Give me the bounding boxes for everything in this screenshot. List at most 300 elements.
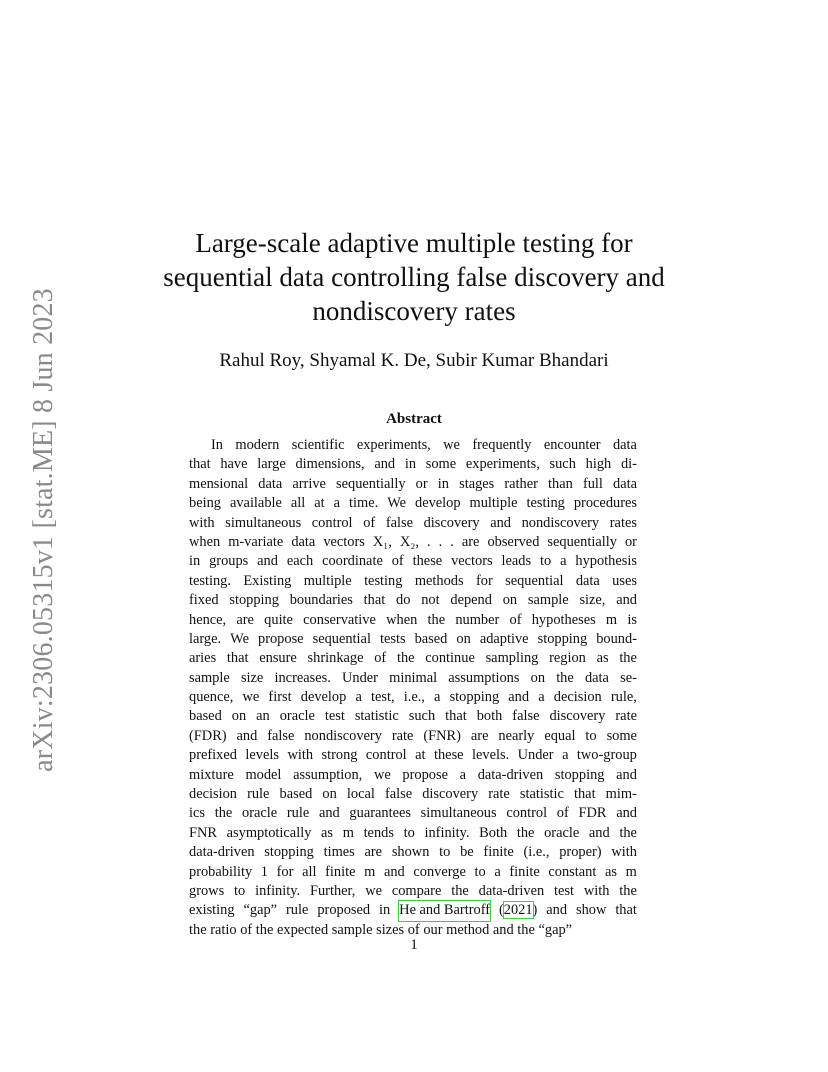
abstract-word: the [619,650,637,667]
abstract-word: rule [286,805,310,822]
abstract-word: sequential [312,630,371,647]
abstract-word: levels. [472,747,510,764]
abstract-word: assumption, [293,766,363,783]
abstract-word: propose [258,630,304,647]
abstract-word: simultaneous [420,805,497,822]
abstract-word: propose [402,766,448,783]
abstract-word: time. [349,495,379,512]
abstract-word: when [386,611,418,628]
abstract-word: and [257,553,278,570]
abstract-word: to [540,553,552,570]
abstract-word: method [446,921,490,938]
abstract-word: of [363,514,376,531]
abstract-word: of [556,805,569,822]
abstract-word: data [291,533,316,550]
abstract-line [189,552,637,571]
abstract-word: and [318,805,340,822]
abstract-word: shrinkage [307,650,364,667]
abstract-word: hypotheses [531,611,596,628]
abstract-word: a [459,766,467,783]
abstract-word: and [616,805,637,822]
abstract-line [189,804,637,823]
title-line: sequential data controlling false discovery and [163,262,665,292]
abstract-word: data-driven [478,882,545,899]
abstract-line [189,630,637,649]
abstract-word: false [385,514,413,531]
abstract-word: rule [247,786,270,803]
abstract-word: rate [615,708,637,725]
abstract-word: stopping [537,630,588,647]
abstract-word: oracle [279,708,315,725]
abstract-word: the [214,805,233,822]
abstract-word: We [230,630,249,647]
abstract-word: vectors [323,533,365,550]
abstract-word: of [509,611,522,628]
abstract-word: rule, [610,689,637,706]
abstract-word: the [517,921,535,938]
abstract-word: ics [189,805,205,822]
abstract-word: nondiscovery [304,727,382,744]
abstract-word: develop [415,495,461,512]
abstract-word: finite [325,863,356,880]
abstract-word: we [443,437,460,453]
abstract-word: probability [189,863,253,880]
abstract-word: of [391,553,404,570]
abstract-word: prefixed [189,747,237,764]
abstract-word: rate [391,727,414,744]
abstract-word: oracle [544,824,580,841]
abstract-word: two-group [576,747,637,764]
abstract-word: have [220,456,248,473]
abstract-word: testing. [189,572,231,589]
abstract-word: Existing [243,572,292,589]
abstract-word: and [492,921,514,938]
abstract-word: that [226,650,249,667]
abstract-word: m [364,863,376,880]
abstract-heading: Abstract [386,411,442,427]
abstract-word: multiple [303,572,352,589]
abstract-line [189,785,637,804]
abstract-word: the [189,921,207,938]
abstract-word: tends [363,824,394,841]
abstract-word: vectors [451,553,493,570]
abstract-word: to [474,863,486,880]
abstract-word: modern [235,437,280,453]
abstract-line [189,688,637,707]
abstract-word: model [245,766,282,783]
abstract-word: test, [370,689,395,706]
abstract-word: infinity. [255,882,301,899]
abstract-word: local [346,786,375,803]
abstract-word: FDR [578,805,607,822]
abstract-word: being [189,495,221,512]
abstract-word: In [211,437,223,453]
abstract-word: some [606,727,637,744]
abstract-word: data [575,572,600,589]
abstract-word: equal [544,727,576,744]
abstract-word: develop [300,689,347,706]
abstract-word: Under [342,669,378,686]
abstract-word: for [276,863,294,880]
abstract-word: a [538,689,545,706]
abstract-word: on [456,630,471,647]
abstract-word: sample [527,592,569,609]
abstract-word: false [267,727,295,744]
abstract-word: at [415,747,426,764]
abstract-word: (FDR) [189,727,227,744]
abstract-word: conservative [303,611,376,628]
citation-year-link[interactable]: 2021 [503,902,533,919]
abstract-word: shown [391,844,430,861]
abstract-word: X₂, [399,533,419,550]
abstract-word: “gap” [538,921,573,938]
abstract-word: all [290,495,306,512]
abstract-word: the [396,650,415,667]
abstract-word: decision [553,689,602,706]
abstract-word: show [575,902,607,919]
abstract-word: stopping [449,689,500,706]
abstract-word: and [616,766,637,783]
abstract-word: depend [450,592,492,609]
abstract-line [189,494,637,513]
abstract-word: these [433,747,464,764]
abstract-word: groups [209,553,249,570]
abstract-word: large [257,456,286,473]
abstract-word: strong [321,747,358,764]
abstract-word: and [588,824,610,841]
abstract-word: with [611,844,637,861]
abstract-word: full [582,475,603,492]
abstract-word: a [562,747,569,764]
abstract-word: the [619,824,637,841]
abstract-word: number [455,611,500,628]
abstract-word: . [426,533,431,550]
abstract-word: the [516,824,535,841]
abstract-word: are [236,611,254,628]
abstract-word: such [549,456,576,473]
abstract-word: quence, [189,689,234,706]
abstract-word: leads [501,553,532,570]
abstract-word: multiple [469,495,518,512]
abstract-word: based [414,630,448,647]
abstract-word: stages [459,475,495,492]
abstract-line [189,514,637,533]
abstract-word: that [363,592,386,609]
abstract-word: arrive [292,475,326,492]
abstract-line [189,533,637,552]
abstract-word: stopping [229,592,279,609]
abstract-word: false [512,708,540,725]
abstract-word: each [286,553,314,570]
abstract-word: data-driven [477,766,544,783]
abstract-line [189,591,637,610]
abstract-word: assumptions [448,669,520,686]
abstract-word: high [585,456,612,473]
abstract-line [189,455,637,474]
abstract-word: mixture [189,766,234,783]
author-list: Rahul Roy, Shyamal K. De, Subir Kumar Bhandari [219,350,609,371]
abstract-word: asymptotically [226,824,312,841]
abstract-word: rather [504,475,538,492]
abstract-word: simultaneous [225,514,302,531]
abstract-word: statistic [519,786,564,803]
abstract-word: a [494,863,501,880]
abstract-word: region [549,650,586,667]
abstract-word: rule [286,902,309,919]
abstract-word: some [425,456,457,473]
abstract-word: discovery [549,708,606,725]
abstract-word: we [242,689,260,706]
abstract-word: adaptive [479,630,529,647]
abstract-word: in [189,553,201,570]
abstract-word: testing [526,495,565,512]
abstract-line [189,901,637,920]
abstract-word: mim- [605,786,637,803]
abstract-word: and [236,727,258,744]
abstract-word: expected [277,921,329,938]
abstract-word: Further, [309,882,356,899]
abstract-word: stopping [554,766,605,783]
abstract-word: in [437,475,449,492]
abstract-word: on [502,592,518,609]
abstract-word: . [438,533,443,550]
abstract-word: m [625,863,637,880]
abstract-word: that [189,456,211,473]
abstract-word: nearly [498,727,535,744]
abstract-word: for [475,572,493,589]
abstract-word: as [596,650,609,667]
abstract-word: finite [483,844,514,861]
abstract-word: all [302,863,317,880]
abstract-word: on [231,708,247,725]
abstract-word: in [379,902,391,919]
abstract-word: the [427,611,446,628]
abstract-word: and [374,456,396,473]
abstract-word: a [355,689,362,706]
abstract-word: are [364,844,383,861]
abstract-word: mensional [189,475,249,492]
abstract-line [189,436,637,455]
abstract-line [189,649,637,668]
abstract-word: data [258,475,283,492]
abstract-word: our [423,921,443,938]
abstract-word: the [255,921,274,938]
citation-link[interactable]: He and Bartroff [399,901,490,920]
abstract-word: uses [612,572,637,589]
abstract-word: m [342,824,354,841]
abstract-word: to [439,844,451,861]
abstract-word: times [323,844,355,861]
abstract-word: ratio [210,921,237,938]
abstract-word: based [279,786,313,803]
abstract-word: bound- [596,630,637,647]
abstract-word: FNR [189,824,217,841]
abstract-word: sizes [376,921,405,938]
abstract-word: compare [391,882,442,899]
abstract-word: infinity. [424,824,470,841]
abstract-word: a [434,689,441,706]
abstract-word: guarantees [349,805,411,822]
abstract-word: discovery [422,786,479,803]
abstract-word: minimal [389,669,438,686]
abstract-word: We [387,495,407,512]
abstract-word: methods [414,572,464,589]
abstract-word: that [573,786,596,803]
abstract-word: the [556,669,574,686]
abstract-word: continue [425,650,475,667]
abstract-word: experiments, [356,437,431,453]
abstract-word: data [613,475,637,492]
abstract-word: sequentially [336,475,406,492]
abstract-word: increases. [274,669,331,686]
abstract-word: m [605,611,618,628]
abstract-word: “gap” [243,902,278,919]
abstract-line [189,766,637,785]
abstract-word: we [365,882,382,899]
abstract-word: are [470,727,489,744]
abstract-word: rate [488,786,510,803]
abstract-word: stopping [264,844,314,861]
abstract-word: and [616,592,637,609]
abstract-word: hence, [189,611,227,628]
abstract-word: discovery [423,514,480,531]
abstract-word: nondiscovery [521,514,600,531]
abstract-word: constant [548,863,597,880]
abstract-word: to [585,727,597,744]
abstract-line [189,727,637,746]
citation-year: (2021) [498,902,538,919]
abstract-word: boundaries [289,592,353,609]
abstract-word: sequentially [547,533,617,550]
abstract-word: m-variate [228,533,284,550]
abstract-line [189,611,637,630]
abstract-word: i.e., [403,689,425,706]
abstract-word: and [383,863,405,880]
abstract-word: to [403,824,415,841]
abstract-word: sequential [505,572,564,589]
abstract-word: large. [189,630,222,647]
abstract-word: data-driven [189,844,255,861]
abstract-word: aries [189,650,217,667]
abstract-word: of [240,921,253,938]
abstract-word: (i.e., [523,844,550,861]
abstract-word: sampling [485,650,539,667]
abstract-word: as [321,824,334,841]
abstract-word: finite [509,863,540,880]
abstract-word: false [384,786,413,803]
abstract-word: the [619,882,637,899]
abstract-word: available [229,495,282,512]
abstract-word: ensure [259,650,297,667]
abstract-word: is [627,611,637,628]
abstract-word: size, [579,592,606,609]
abstract-word: be [460,844,474,861]
abstract-word: on [322,786,337,803]
abstract-line [189,746,637,765]
abstract-word: quite [264,611,293,628]
abstract-word: do [396,592,411,609]
abstract-word: encounter [543,437,601,453]
abstract-word: at [314,495,325,512]
abstract-word: data [612,437,637,453]
abstract-word: that [615,902,637,919]
abstract-word: the [451,882,469,899]
abstract-word: procedures [573,495,637,512]
abstract-line [189,882,637,901]
abstract-word: rates [609,514,637,531]
abstract-word: first [268,689,292,706]
abstract-word: or [415,475,428,492]
abstract-word: not [421,592,440,609]
abstract-word: hypothesis [575,553,637,570]
abstract-word: on [530,669,546,686]
abstract-word: and [508,689,530,706]
abstract-word: and [546,902,568,919]
abstract-word: frequently [472,437,532,453]
abstract-word: of [374,650,387,667]
abstract-word: experiments, [465,456,540,473]
abstract-line [189,824,637,843]
abstract-word: a [333,495,341,512]
abstract-line [189,669,637,688]
abstract-word: or [624,533,637,550]
abstract-word: coordinate [322,553,383,570]
abstract-word: test [554,882,575,899]
abstract-word: sample [189,669,230,686]
abstract-word: grows [189,882,225,899]
abstract-word: levels [245,747,279,764]
abstract-word: sample [331,921,373,938]
abstract-word: fixed [189,592,219,609]
abstract-word: both [476,708,503,725]
abstract-word: Under [517,747,554,764]
abstract-word: scientific [291,437,345,453]
abstract-word: that [445,708,467,725]
abstract-word: control [506,805,548,822]
abstract-word: test [324,708,345,725]
abstract-word: testing [364,572,403,589]
abstract-word: proposed [317,902,371,919]
title-line: Large-scale adaptive multiple testing for [195,228,633,258]
abstract-word: of [407,921,420,938]
abstract-word: and [490,514,511,531]
abstract-word: converge [413,863,466,880]
abstract-word: dimensions, [295,456,365,473]
abstract-word: with [189,514,215,531]
abstract-word: are [461,533,480,550]
abstract-word: than [548,475,573,492]
abstract-word: based [189,708,222,725]
abstract-word: (FNR) [423,727,461,744]
title-line: nondiscovery rates [312,296,516,326]
abstract-word: statistic [354,708,399,725]
page-number: 1 [410,937,418,953]
abstract-word: decision [189,786,237,803]
abstract-body [189,436,637,940]
abstract-word: to [234,882,246,899]
abstract-word: such [408,708,436,725]
abstract-word: these [412,553,443,570]
abstract-word: proper) [559,844,602,861]
abstract-word: an [256,708,270,725]
arxiv-identifier-stamp: arXiv:2306.05315v1 [stat.ME] 8 Jun 2023 [28,288,59,772]
abstract-word: di- [620,456,637,473]
abstract-word: control [311,514,353,531]
abstract-word: size [240,669,264,686]
abstract-word: tests [379,630,406,647]
abstract-word: when [189,533,221,550]
abstract-word: with [583,882,610,899]
